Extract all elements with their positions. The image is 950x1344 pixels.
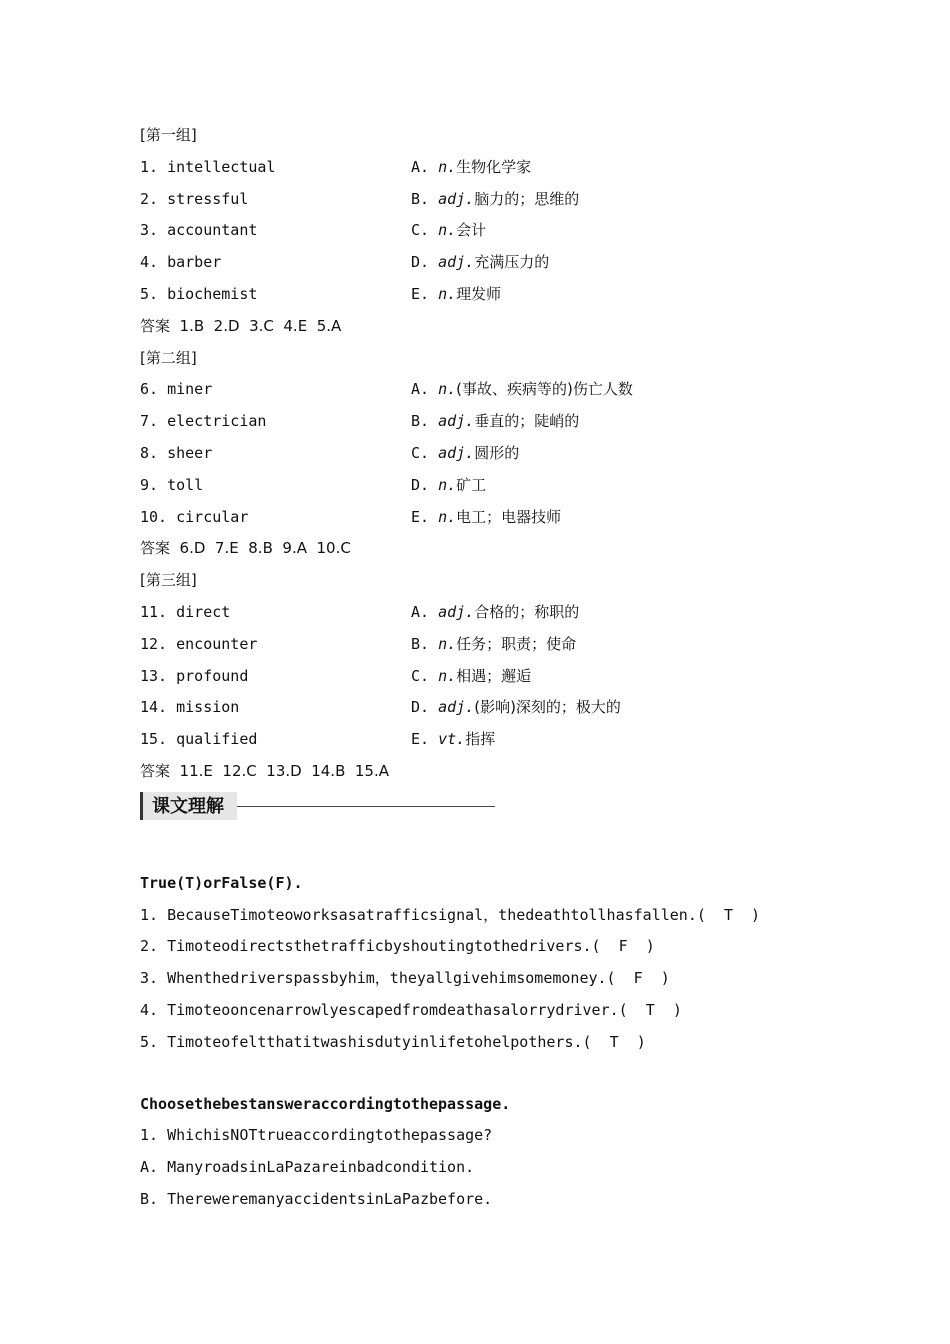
meaning: 合格的；称职的: [474, 602, 580, 621]
part-of-speech: adj.: [438, 698, 475, 717]
choose-option: A. ManyroadsinLaPazareinbadcondition.: [140, 1158, 475, 1177]
choose-question: 1. WhichisNOTtrueaccordingtothepassage?: [140, 1126, 493, 1145]
definition: [411, 247, 549, 279]
meaning: 矿工: [456, 475, 487, 494]
option-letter: E.: [411, 730, 430, 749]
group1-title: [第一组]: [140, 126, 197, 144]
word: 13. profound: [140, 666, 249, 685]
definition: [411, 438, 519, 470]
option-letter: D.: [411, 698, 430, 717]
part-of-speech: adj.: [438, 189, 475, 208]
meaning: (事故、疾病等的)伤亡人数: [456, 380, 633, 399]
group3-list: [140, 597, 840, 756]
group2-list: [140, 374, 840, 533]
part-of-speech: n.: [438, 507, 457, 526]
word: 10. circular: [140, 507, 249, 526]
option-letter: A.: [411, 157, 430, 176]
part-of-speech: n.: [438, 284, 457, 303]
vocab-row: [140, 597, 840, 629]
word: 2. stressful: [140, 189, 249, 208]
definition: [411, 374, 633, 406]
vocab-row: [140, 184, 840, 216]
vocab-row: [140, 279, 840, 311]
group3-answer: 答案 11.E 12.C 13.D 14.B 15.A: [140, 761, 390, 780]
option-letter: D.: [411, 253, 430, 272]
vocab-row: [140, 502, 840, 534]
group1-list: [140, 152, 840, 311]
vocab-row: [140, 215, 840, 247]
word: 11. direct: [140, 602, 231, 621]
word: 6. miner: [140, 380, 213, 399]
part-of-speech: n.: [438, 634, 457, 653]
word: 4. barber: [140, 253, 222, 272]
meaning: (影响)深刻的；极大的: [474, 698, 621, 717]
document-page: [140, 120, 840, 1216]
definition: [411, 215, 486, 247]
definition: [411, 184, 579, 216]
meaning: 指挥: [465, 730, 496, 749]
option-letter: A.: [411, 602, 430, 621]
group1-answer: 答案 1.B 2.D 3.C 4.E 5.A: [140, 316, 342, 335]
definition: [411, 406, 579, 438]
definition: [411, 470, 486, 502]
part-of-speech: n.: [438, 380, 457, 399]
part-of-speech: adj.: [438, 443, 475, 462]
definition: [411, 152, 531, 184]
part-of-speech: adj.: [438, 602, 475, 621]
word: 15. qualified: [140, 730, 258, 749]
word: 7. electrician: [140, 412, 267, 431]
meaning: 脑力的；思维的: [474, 189, 580, 208]
vocab-row: [140, 470, 840, 502]
true-false-item: 5. Timoteofeltthatitwashisdutyinlifetohelpothers.( T ): [140, 1032, 646, 1051]
option-letter: A.: [411, 380, 430, 399]
meaning: 圆形的: [474, 443, 520, 462]
meaning: 任务；职责；使命: [456, 634, 577, 653]
part-of-speech: n.: [438, 475, 457, 494]
meaning: 生物化学家: [456, 157, 532, 176]
vocab-row: [140, 152, 840, 184]
definition: [411, 597, 579, 629]
part-of-speech: adj.: [438, 412, 475, 431]
vocab-row: [140, 661, 840, 693]
true-false-item: 2. Timoteodirectsthetrafficbyshoutingtothedrivers.( F ): [140, 937, 655, 956]
part-of-speech: adj.: [438, 253, 475, 272]
definition: [411, 661, 531, 693]
group2-answer: 答案 6.D 7.E 8.B 9.A 10.C: [140, 539, 351, 558]
true-false-list: [140, 900, 840, 1059]
vocab-row: [140, 629, 840, 661]
vocab-row: [140, 438, 840, 470]
true-false-item: 4. Timoteooncenarrowlyescapedfromdeathasalorrydriver.( T ): [140, 1000, 682, 1019]
part-of-speech: n.: [438, 221, 457, 240]
choose-title: Choosethebestansweraccordingtothepassage.: [140, 1094, 511, 1113]
part-of-speech: vt.: [438, 730, 466, 749]
vocab-row: [140, 692, 840, 724]
word: 5. biochemist: [140, 284, 258, 303]
word: 14. mission: [140, 698, 240, 717]
word: 12. encounter: [140, 634, 258, 653]
spacer: [140, 1059, 840, 1089]
meaning: 电工；电器技师: [456, 507, 562, 526]
definition: [411, 692, 621, 724]
vocab-row: [140, 724, 840, 756]
option-letter: B.: [411, 189, 430, 208]
definition: [411, 724, 495, 756]
section-heading-rule: [237, 806, 495, 807]
group3-title: [第三组]: [140, 571, 197, 590]
part-of-speech: n.: [438, 157, 457, 176]
word: 9. toll: [140, 475, 204, 494]
vocab-row: [140, 247, 840, 279]
true-false-item: 1. BecauseTimoteoworksasatrafficsignal，thedeathtollhasfallen.( T ): [140, 905, 761, 924]
part-of-speech: n.: [438, 666, 457, 685]
definition: [411, 629, 576, 661]
word: 3. accountant: [140, 221, 258, 240]
meaning: 垂直的；陡峭的: [474, 412, 580, 431]
meaning: 会计: [456, 221, 487, 240]
group2-title: [第二组]: [140, 348, 197, 367]
meaning: 相遇；邂逅: [456, 666, 532, 685]
meaning: 理发师: [456, 284, 502, 303]
option-letter: C.: [411, 221, 430, 240]
definition: [411, 502, 561, 534]
section-heading: [140, 790, 840, 824]
true-false-title: True(T)orFalse(F).: [140, 873, 303, 892]
true-false-item: 3. Whenthedriverspassbyhim，theyallgivehimsomemoney.( F ): [140, 969, 670, 988]
word: 1. intellectual: [140, 157, 276, 176]
option-letter: C.: [411, 666, 430, 685]
vocab-row: [140, 406, 840, 438]
section-heading-text: 课文理解: [152, 795, 224, 817]
option-letter: E.: [411, 507, 430, 526]
definition: [411, 279, 501, 311]
option-letter: B.: [411, 412, 430, 431]
option-letter: D.: [411, 475, 430, 494]
word: 8. sheer: [140, 443, 213, 462]
option-letter: E.: [411, 284, 430, 303]
option-letter: C.: [411, 443, 430, 462]
option-letter: B.: [411, 634, 430, 653]
vocab-row: [140, 374, 840, 406]
choose-option: B. ThereweremanyaccidentsinLaPazbefore.: [140, 1189, 493, 1208]
meaning: 充满压力的: [474, 253, 550, 272]
